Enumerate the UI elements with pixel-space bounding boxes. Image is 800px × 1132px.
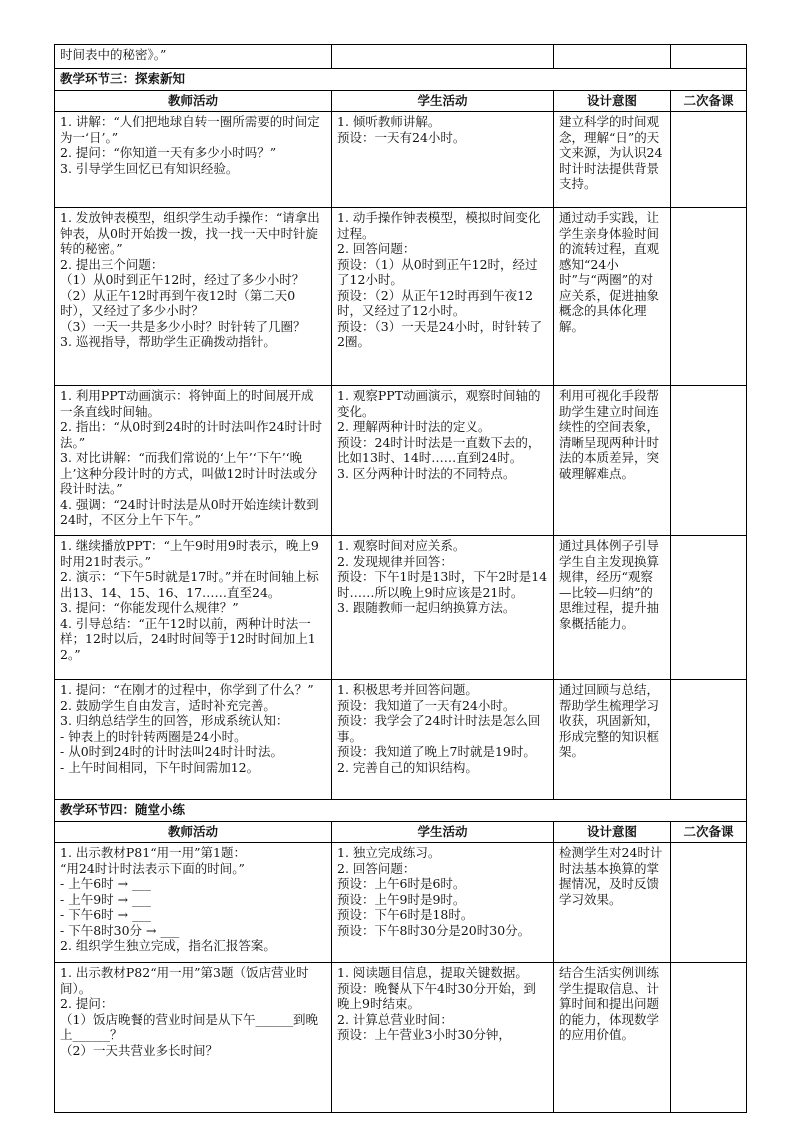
text-line: 4. 引导总结：“正午12时以前，两种计时法一样；12时以后，24时时间等于12时时间加上12。” <box>60 615 316 662</box>
header-intent: 设计意图 <box>554 821 671 843</box>
second-prep-cell <box>671 112 747 208</box>
top-intent-cell <box>554 45 671 69</box>
text-line: 预设：（1）从0时到正午12时，经过了12小时。 <box>337 256 538 287</box>
teacher-activity-cell <box>55 536 332 680</box>
activity-row <box>55 963 747 1113</box>
text-line: “用24时计时法表示下面的时间。” <box>60 860 245 876</box>
text-line: 预设：下午1时是13时，下午2时是14时……所以晚上9时应该是21时。 <box>337 569 548 600</box>
text-line: 时间表中的秘密》。” <box>60 47 167 62</box>
text-line: 2. 指出：“从0时到24时的计时法叫作24时计时法。” <box>60 419 323 450</box>
text-line: 3. 归纳总结学生的回答，形成系统认知： <box>60 713 289 728</box>
header-student: 学生活动 <box>332 90 554 112</box>
text-line: 1. 积极思考并回答问题。 <box>337 682 478 697</box>
header-teacher: 教师活动 <box>55 821 332 843</box>
text-line: （3）一天一共是多少小时？时针转了几圈？ <box>60 318 306 334</box>
section-title: 教学环节四：随堂小练 <box>55 800 747 822</box>
text-line: 3. 区分两种计时法的不同特点。 <box>337 465 516 481</box>
second-prep-cell <box>671 386 747 536</box>
teacher-activity-cell <box>55 680 332 800</box>
text-line: 3. 跟随教师一起归纳换算方法。 <box>337 600 516 615</box>
text-line: 1. 提问：“在刚才的过程中，你学到了什么？” <box>60 682 314 697</box>
text-line: 预设：24时计时法是一直数下去的，比如13时、14时……直到24时。 <box>337 434 541 465</box>
text-line: 预设：（3）一天是24小时，时针转了2圈。 <box>337 318 543 349</box>
top-student-cell <box>332 45 554 69</box>
column-header-row <box>55 821 747 843</box>
text-line: 2. 发现规律并回答： <box>337 553 453 569</box>
design-intent-cell <box>554 963 671 1113</box>
activity-row <box>55 208 747 386</box>
second-prep-cell <box>671 843 747 963</box>
section-title-row <box>55 69 747 91</box>
text-line: 3. 引导学生回忆已有知识经验。 <box>60 160 239 176</box>
text-line: （1）从0时到正午12时，经过了多少小时？ <box>60 272 305 287</box>
top-continuation-row <box>55 45 747 69</box>
text-line: 结合生活实例训练学生提取信息、计算时间和提出问题的能力，体现数学的应用价值。 <box>559 965 660 1042</box>
teacher-activity-cell <box>55 843 332 963</box>
text-line: 通过具体例子引导学生自主发现换算规律，经历“观察—比较—归纳”的思维过程，提升抽象概括能力。 <box>559 538 660 631</box>
text-line: 3. 巡视指导，帮助学生正确拨动指针。 <box>60 334 276 349</box>
text-line: 预设：上午营业3小时30分钟， <box>337 1027 511 1042</box>
activity-row <box>55 536 747 680</box>
student-activity-cell <box>332 208 554 386</box>
text-line: （2）从正午12时再到午夜12时（第二天0时），又经过了多少小时？ <box>60 287 296 318</box>
second-prep-cell <box>671 680 747 800</box>
text-line: 1. 出示教材P81“用一用”第1题： <box>60 845 246 860</box>
text-line: 3. 对比讲解：“而我们常说的‘上午’‘下午’‘晚上’这种分段计时的方式，叫做12时计时法或分段计时法。” <box>60 450 318 496</box>
text-line: 1. 观察PPT动画演示，观察时间轴的变化。 <box>337 388 541 419</box>
text-line: - 上午时间相同，下午时间需加12。 <box>60 759 260 775</box>
text-line: 1. 利用PPT动画演示：将钟面上的时间展开成一条直线时间轴。 <box>60 388 314 419</box>
text-line: 2. 理解两种计时法的定义。 <box>337 419 491 434</box>
text-line: 1. 倾听教师讲解。 <box>337 114 441 129</box>
text-line: 2. 计算总营业时间： <box>337 1011 453 1027</box>
text-line: 1. 观察时间对应关系。 <box>337 538 466 553</box>
text-line: - 下午8时30分 → ___ <box>60 922 180 938</box>
text-line: 预设：我学会了24时计时法是怎么回事。 <box>337 713 541 744</box>
top-remark-cell <box>671 45 747 69</box>
text-line: 通过动手实践，让学生亲身体验时间的流转过程，直观感知“24小时”与“两圈”的对应关系，促进抽象概念的具体化理解。 <box>559 210 660 334</box>
design-intent-cell <box>554 386 671 536</box>
text-line: 1. 阅读题目信息，提取关键数据。 <box>337 965 528 980</box>
text-line: 1. 独立完成练习。 <box>337 845 441 860</box>
text-line: 预设：上午9时是9时。 <box>337 891 466 907</box>
text-line: - 从0时到24时的计时法叫24时计时法。 <box>60 744 283 759</box>
text-line: 4. 强调：“24时计时法是从0时开始连续计数到24时，不区分上午下午。” <box>60 496 319 527</box>
student-activity-cell <box>332 680 554 800</box>
design-intent-cell <box>554 843 671 963</box>
design-intent-cell <box>554 112 671 208</box>
section-title-row <box>55 800 747 822</box>
header-intent: 设计意图 <box>554 90 671 112</box>
activity-row <box>55 843 747 963</box>
text-line: 通过回顾与总结，帮助学生梳理学习收获，巩固新知，形成完整的知识框架。 <box>559 682 660 759</box>
second-prep-cell <box>671 208 747 386</box>
student-activity-cell <box>332 536 554 680</box>
design-intent-cell <box>554 680 671 800</box>
text-line: 预设：下午6时是18时。 <box>337 907 474 922</box>
text-line: 预设：（2）从正午12时再到午夜12时，又经过了12小时。 <box>337 287 534 318</box>
text-line: 1. 讲解：“人们把地球自转一圈所需要的时间定为一‘日’。” <box>60 114 320 145</box>
text-line: 2. 完善自己的知识结构。 <box>337 759 478 775</box>
student-activity-cell <box>332 843 554 963</box>
text-line: 1. 出示教材P82“用一用”第3题（饭店营业时间）。 <box>60 965 309 996</box>
text-line: 预设：我知道了一天有24小时。 <box>337 697 516 713</box>
text-line: - 上午6时 → ___ <box>60 876 151 891</box>
second-prep-cell <box>671 963 747 1113</box>
text-line: 2. 组织学生独立完成，指名汇报答案。 <box>60 938 276 953</box>
teacher-activity-cell <box>55 112 332 208</box>
text-line: 2. 回答问题： <box>337 241 416 256</box>
design-intent-cell <box>554 208 671 386</box>
text-line: （2）一天共营业多长时间？ <box>60 1042 218 1058</box>
column-header-row <box>55 90 747 112</box>
header-teacher: 教师活动 <box>55 90 332 112</box>
text-line: 预设：我知道了晚上7时就是19时。 <box>337 744 536 759</box>
student-activity-cell <box>332 386 554 536</box>
text-line: 预设：晚餐从下午4时30分开始，到晚上9时结束。 <box>337 980 536 1011</box>
text-line: （1）饭店晚餐的营业时间是从下午______到晚上______？ <box>60 1011 318 1042</box>
student-activity-cell <box>332 963 554 1113</box>
text-line: 2. 提问：“你知道一天有多少小时吗？” <box>60 145 277 160</box>
text-line: 2. 回答问题： <box>337 860 416 876</box>
activity-row <box>55 680 747 800</box>
lesson-plan-body <box>55 45 747 1113</box>
teacher-activity-cell <box>55 963 332 1113</box>
text-line: 2. 演示：“下午5时就是17时。”并在时间轴上标出13、14、15、16、17……直至24。 <box>60 569 319 600</box>
design-intent-cell <box>554 536 671 680</box>
section-title: 教学环节三：探索新知 <box>55 69 747 91</box>
text-line: 1. 动手操作钟表模型，模拟时间变化过程。 <box>337 210 541 241</box>
header-remark: 二次备课 <box>671 90 747 112</box>
student-activity-cell <box>332 112 554 208</box>
text-line: 1. 继续播放PPT：“上午9时用9时表示，晚上9时用21时表示。” <box>60 538 319 569</box>
text-line: 3. 提问：“你能发现什么规律？” <box>60 600 239 615</box>
header-student: 学生活动 <box>332 821 554 843</box>
teacher-activity-cell <box>55 208 332 386</box>
header-remark: 二次备课 <box>671 821 747 843</box>
text-line: 2. 提出三个问题： <box>60 256 164 272</box>
activity-row <box>55 112 747 208</box>
text-line: 建立科学的时间观念，理解“日”的天文来源，为认识24时计时法提供背景支持。 <box>559 114 663 191</box>
text-line: 1. 发放钟表模型，组织学生动手操作：“请拿出钟表，从0时开始拨一拨，找一找一天中时针旋转的秘密。” <box>60 210 320 256</box>
second-prep-cell <box>671 536 747 680</box>
text-line: 检测学生对24时计时法基本换算的掌握情况，及时反馈学习效果。 <box>559 845 663 907</box>
lesson-plan-table <box>54 44 747 1113</box>
text-line: 利用可视化手段帮助学生建立时间连续性的空间表象，清晰呈现两种计时法的本质差异，突破理解难点。 <box>559 388 660 481</box>
text-line: - 钟表上的时针转两圈是24小时。 <box>60 728 247 744</box>
text-line: 预设：一天有24小时。 <box>337 129 466 145</box>
text-line: 预设：下午8时30分是20时30分。 <box>337 922 531 938</box>
teacher-activity-cell <box>55 386 332 536</box>
top-teacher-cell <box>55 45 332 69</box>
text-line: - 上午9时 → ___ <box>60 891 151 907</box>
text-line: 2. 提问： <box>60 996 114 1011</box>
activity-row <box>55 386 747 536</box>
text-line: 2. 鼓励学生自由发言，适时补充完善。 <box>60 697 276 713</box>
text-line: - 下午6时 → ___ <box>60 907 151 922</box>
text-line: 预设：上午6时是6时。 <box>337 876 466 891</box>
